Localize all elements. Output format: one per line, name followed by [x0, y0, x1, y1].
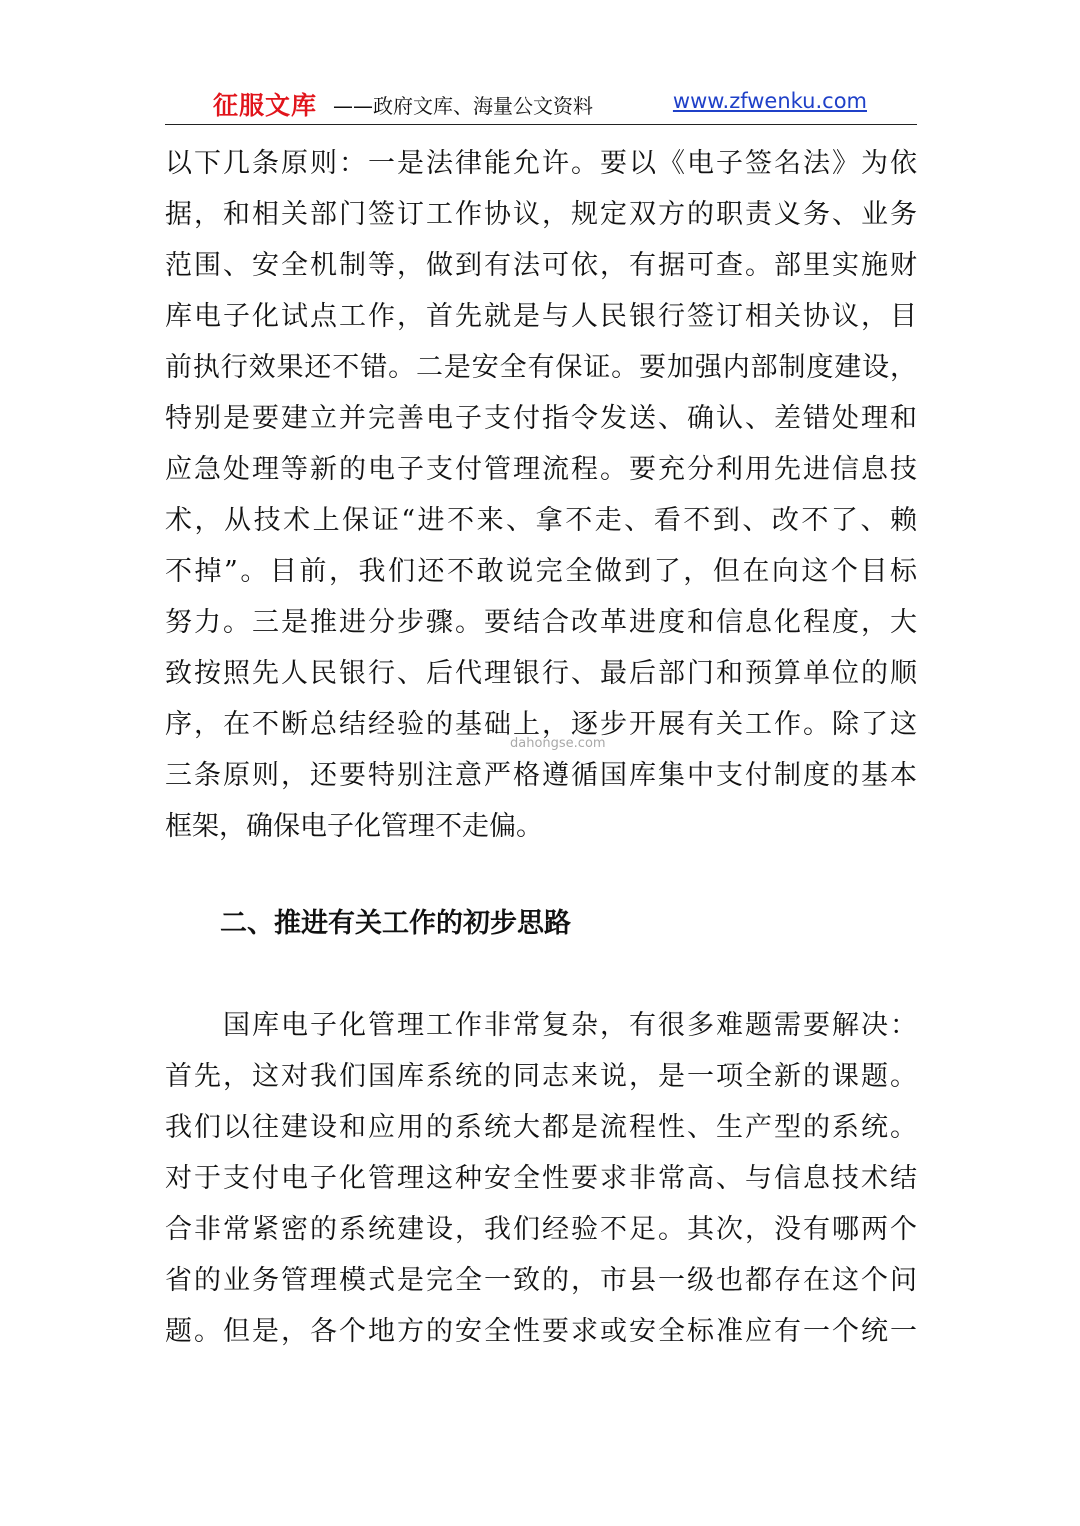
text-line: 不掉”。目前，我们还不敢说完全做到了，但在向这个目标	[165, 556, 917, 587]
header-tagline: ——政府文库、海量公文资料	[333, 94, 593, 118]
text-line: 以下几条原则：一是法律能允许。要以《电子签名法》为依	[165, 148, 917, 179]
text-line: 致按照先人民银行、后代理银行、最后部门和预算单位的顺	[165, 658, 917, 689]
text-line: 框架，确保电子化管理不走偏。	[165, 811, 543, 842]
text-line: 术，从技术上保证“进不来、拿不走、看不到、改不了、赖	[165, 505, 917, 536]
header-divider	[165, 124, 917, 125]
text-line: 库电子化试点工作，首先就是与人民银行签订相关协议，目	[165, 301, 917, 332]
text-line: 合非常紧密的系统建设，我们经验不足。其次，没有哪两个	[165, 1214, 917, 1245]
text-line: 题。但是，各个地方的安全性要求或安全标准应有一个统一	[165, 1316, 917, 1347]
text-line: 省的业务管理模式是完全一致的，市县一级也都存在这个问	[165, 1265, 917, 1296]
text-line: 应急处理等新的电子支付管理流程。要充分利用先进信息技	[165, 454, 917, 485]
text-line: 序，在不断总结经验的基础上，逐步开展有关工作。除了这	[165, 709, 917, 740]
site-url-link[interactable]: www.zfwenku.com	[672, 89, 867, 113]
text-line: 对于支付电子化管理这种安全性要求非常高、与信息技术结	[165, 1163, 917, 1194]
text-line: 国库电子化管理工作非常复杂，有很多难题需要解决：	[165, 1010, 917, 1041]
section-heading: 二、推进有关工作的初步思路	[220, 908, 571, 939]
watermark-text: dahongse.com	[510, 736, 606, 751]
text-line: 特别是要建立并完善电子支付指令发送、确认、差错处理和	[165, 403, 917, 434]
brand-logo-text: 征服文库	[213, 91, 318, 120]
page-header	[165, 84, 915, 122]
text-line: 三条原则，还要特别注意严格遵循国库集中支付制度的基本	[165, 760, 917, 791]
text-line: 前执行效果还不错。二是安全有保证。要加强内部制度建设，	[165, 352, 917, 383]
text-line: 首先，这对我们国库系统的同志来说，是一项全新的课题。	[165, 1061, 917, 1092]
text-line: 据，和相关部门签订工作协议，规定双方的职责义务、业务	[165, 199, 917, 230]
paragraph-difficulties	[165, 1000, 917, 1357]
text-line: 我们以往建设和应用的系统大都是流程性、生产型的系统。	[165, 1112, 917, 1143]
text-line: 范围、安全机制等，做到有法可依，有据可查。部里实施财	[165, 250, 917, 281]
text-line: 努力。三是推进分步骤。要结合改革进度和信息化程度，大	[165, 607, 917, 638]
